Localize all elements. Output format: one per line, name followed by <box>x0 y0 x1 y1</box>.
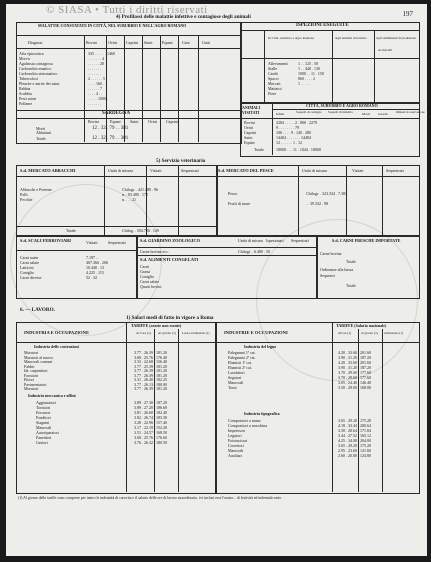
salari-values: 3.90 . 31.20 . 187.20 <box>338 355 371 360</box>
sardegna-col: Ovini <box>148 119 158 124</box>
salari-row: Fabbri <box>24 363 35 369</box>
col-gatti: Gatti <box>202 40 210 45</box>
salari-row: Fonditori <box>36 415 51 420</box>
salari-left-tariff-head: TARIFFE (orarie non esente) <box>131 323 182 328</box>
malattia-row: Pollame <box>19 101 33 106</box>
agro-values: 12 . . . . . . 1 . 12 <box>276 140 302 145</box>
salari-values: 3.90 . 31.20 . 187.20 <box>338 365 371 370</box>
ispezioni-row: Spacci <box>268 76 279 81</box>
malattia-values: . . . . . 1000 . <box>88 96 108 101</box>
salari-values: 3.82 . 26.74 . 183.30 <box>134 415 167 420</box>
pesce-col: Visitati <box>352 168 364 173</box>
abbacchi-total-label: Totale <box>66 228 76 233</box>
col-suini: Suini <box>144 40 153 45</box>
salari-group-title: Industria tipografica <box>244 411 280 416</box>
congelati-row: Carni salate <box>140 279 159 284</box>
salari-right-col: settimanale (1) <box>384 331 404 335</box>
sardegna-col: Caprini <box>166 119 178 124</box>
malattia-row: Afta epizootica <box>19 51 44 56</box>
agro-col: Morti <box>362 112 370 116</box>
ispezioni-values: 860 . . . . 2 <box>298 76 315 81</box>
pesce-values: Chilogr. . 323.334 . 7.381 <box>306 191 348 196</box>
abbacchi-col: Unità di misura <box>108 168 133 173</box>
sardegna-values: 12 . 32 . 79 . . 381 <box>92 126 129 131</box>
salari-row: Fresatori <box>36 410 51 415</box>
col-equini: Equini <box>162 40 173 45</box>
agro-row: Totale <box>254 147 264 152</box>
abbacchi-values: n. . 83.480 . 175 <box>122 192 148 197</box>
scali-values: 52 . 32 <box>86 275 97 280</box>
sardegna-values: 12 . 32 . 79 . . 381 <box>92 136 129 141</box>
salari-row: Manovali <box>228 380 244 385</box>
salari-values: 3.17 . 22.19 . 152.20 <box>134 425 167 430</box>
salari-values: 3.31 . 26.40 . 182.25 <box>134 377 167 382</box>
sardegna-col: Suini <box>130 119 139 124</box>
col-caprini: Caprini <box>126 40 138 45</box>
malattia-values: . . . . 4 . . <box>88 91 102 96</box>
abbacchi-row: Abbacchi e Poetene <box>20 187 52 192</box>
salari-right-col: all'ora (1) <box>338 331 352 335</box>
salari-values: 3.05 . 24.40 . 146.40 <box>338 380 371 385</box>
salari-values: 3.77 . 26.13 . 180.00 <box>134 381 167 387</box>
salari-values: 3.44 . 27.52 . 165.12 <box>338 433 371 438</box>
pesce-title: S.d. MERCATO DEL PESCE <box>218 168 274 173</box>
importate-row: Totale <box>346 283 356 288</box>
agro-row: Suini <box>244 135 253 140</box>
salari-row: Pittori <box>24 377 35 382</box>
zoo-row: Carne bovina ecc. <box>140 249 169 254</box>
col-ovini: Ovini <box>108 40 118 45</box>
congelati-row: Quarti bovini <box>140 284 162 289</box>
salari-row: Idr. carpentieri <box>24 368 48 373</box>
salari-row: Segatori <box>228 375 242 380</box>
importate-row: Carne bovina <box>320 251 342 256</box>
abbacchi-title: S.d. MERCATO ABBACCHI <box>20 168 76 173</box>
malattia-row: Rabbia <box>19 86 31 91</box>
salari-left-title: INDUSTRIA E OCCUPAZIONE <box>24 330 90 335</box>
salari-group-title: Industria meccanica e affini <box>28 393 76 398</box>
agro-row: Bovini <box>244 120 255 125</box>
section4-title: 4) Profilassi delle malattie infettive e contagiose degli animali <box>116 14 251 20</box>
agro-values: 2284 . . . . . 2 . 800 . 2279 <box>276 120 317 125</box>
abbacchi-row: Polli <box>20 192 28 197</box>
abbacchi-col: Sequestrati <box>181 168 199 173</box>
salari-values: 3.28 . 22.96 . 157.40 <box>134 420 167 425</box>
congelati-row: Coniglio <box>140 274 155 279</box>
agro-title: CITTÀ, SUBURBIO E AGRO ROMANO <box>306 103 378 108</box>
scali-row: Coniglio <box>20 270 35 275</box>
salari-row: Manovali <box>228 448 244 453</box>
salari-row: Panettieri <box>36 435 52 440</box>
agro-col: Rimasti in osservazione <box>396 110 425 114</box>
abbacchi-values: Chilogr. . 421.480 . 96 <box>122 187 159 192</box>
malattia-values: . . . . . . . <box>88 71 101 76</box>
salari-row: Fotoincisori <box>228 438 248 443</box>
ispezioni-values: 1000 . . 11 . 150 <box>298 71 324 76</box>
malattia-values: . . . . . . 7 <box>88 86 102 91</box>
malattia-values: 2 . . . . . . 5 <box>88 76 105 81</box>
ispezioni-row: Canili <box>268 71 278 76</box>
salari-values: 3.70 . 29.60 . 177.60 <box>338 375 371 380</box>
ispezioni-row: Mattatoi <box>268 86 282 91</box>
malattia-values: . . . . . . . <box>88 66 101 71</box>
salari-right-col: al giorno (1) <box>361 331 378 335</box>
salari-values: 3.51 . 24.57 . 168.50 <box>134 430 167 435</box>
scali-row: Latticini <box>20 265 34 270</box>
salari-row: Lucidatori <box>228 370 245 375</box>
scali-row: Carni salate <box>20 260 39 265</box>
agro-values: 18000 . . . 11 . 1044 . 18000 <box>276 147 321 152</box>
salari-values: 3.33 . 22.68 . 156.40 <box>134 359 167 364</box>
malattia-values: . . . . . . 20 <box>88 61 104 66</box>
salari-values: 4.20 . 33.60 . 201.60 <box>338 360 371 365</box>
pesce-row: Pesce <box>228 191 238 196</box>
section6-heading: 6. — LAVORO. <box>20 307 55 313</box>
col-diagnosi: Diagnosi <box>28 40 43 45</box>
salari-values: 3.65 . 29.20 . 175.20 <box>338 418 371 423</box>
importate-row: Totale <box>346 259 356 264</box>
page-number: 197 <box>402 10 413 18</box>
salari-values: 3.77 . 26.39 . 181.20 <box>134 372 167 378</box>
pesce-values: . . 39.332 . 98 <box>306 201 328 206</box>
salari-values: 3.68 . 25.76 . 176.60 <box>134 435 167 440</box>
ispezioni-values: 1 . . 125 . 50 <box>298 61 318 66</box>
ispezioni-col: Ai macelli <box>378 48 393 52</box>
ispezioni-col: Agli animali di transito <box>335 36 367 40</box>
salari-row: Ebanisti 1ª cat. <box>228 360 252 365</box>
salari-values: 3.89 . 27.20 . 186.60 <box>134 405 167 410</box>
ispezioni-col: In Città, suburbio e Agro Romano <box>268 36 315 40</box>
sardegna-row: Morti <box>36 126 46 131</box>
scali-values: 407.366 . 206 <box>86 260 108 265</box>
salari-row: Pavimentatori <box>24 381 47 387</box>
salari-values: 4.25 . 34.00 . 204.00 <box>338 438 371 443</box>
sardegna-row: Totale <box>36 136 46 141</box>
agro-values: 106 . . . . 9 . 140 . 280 <box>276 130 311 135</box>
salari-row: Gestori <box>36 440 48 445</box>
abbacchi-values: n. . . . 21 <box>122 197 136 202</box>
salari-row: Torni <box>228 385 237 390</box>
salari-row: Fornitori <box>24 372 39 378</box>
ispezioni-row: Fiere <box>268 91 277 96</box>
salari-row: Falegnami 1ª cat. <box>228 350 256 355</box>
archive-page <box>6 4 427 556</box>
zoo-col: Ispezionati <box>266 238 284 243</box>
ispezioni-col: Agli stabilimenti di produzione <box>376 36 416 40</box>
congelati-title: S.d. ALIMENTI CONGELATI <box>140 257 199 262</box>
zoo-col: Unità di misura <box>238 238 263 243</box>
salari-row: Stagnini <box>36 420 50 425</box>
salari-values: 4.18 . 33.44 . 200.64 <box>338 423 371 428</box>
salari-row: Compositori a mano <box>228 418 261 423</box>
section6-title: 1) Salari medi di fatto in vigore a Roma <box>126 315 214 321</box>
salari-values: 2.95 . 23.60 . 141.60 <box>338 448 371 453</box>
importate-title: S.d. CARNI FRESCHE IMPORTATE <box>332 238 401 243</box>
malattie-table-title: MALATTIE CONSTATATE IN CITTÀ, NEL SUBURBIO E NELL'AGRO ROMANO <box>38 23 187 28</box>
salari-group-title: Industria delle costruzioni <box>34 344 79 349</box>
salari-row: Ebanisti 2ª cat. <box>228 365 252 370</box>
ispezioni-title: ISPEZIONI ESEGUITE <box>296 23 349 28</box>
abbacchi-row: Pecchie <box>20 197 33 202</box>
salari-row: Correttori <box>228 443 244 448</box>
malattia-row: Carbonchio sintomatico <box>19 71 58 76</box>
importate-row: Ordinanze alla bassa <box>320 267 354 272</box>
salari-values: 3.50 . 28.00 . 168.00 <box>338 385 371 390</box>
congelati-row: Carni <box>140 264 149 269</box>
malattia-row: Carbonchio ematico <box>19 66 52 71</box>
agro-values: 9 . . . . . . . . 79 <box>276 125 299 130</box>
agro-values: 14404 . . . . . . . 14484 <box>276 135 311 140</box>
section5-title: 5) Servizio veterinario <box>156 158 206 164</box>
salari-row: Manovali <box>36 425 52 430</box>
salari-values: 3.77 . 26.39 . 181.20 <box>134 386 167 391</box>
col-cani: Cani <box>182 40 190 45</box>
abbacchi-col: Visitati <box>150 168 162 173</box>
sardegna-col: Bovini <box>88 119 99 124</box>
malattia-row: Morva <box>19 56 30 61</box>
salari-row: Falegnami 2ª cat. <box>228 355 256 360</box>
salari-right-title: INDUSTRIE E OCCUPAZIONI <box>224 330 288 335</box>
abbacchi-total: Chilog. . 504.720 . 149 <box>122 228 159 233</box>
salari-row: Tornitori <box>36 405 51 410</box>
salari-values: 3.58 . 28.64 . 171.84 <box>338 428 371 433</box>
pesce-col: Sequestrati <box>386 168 404 173</box>
sardegna-row: Abbattuti <box>36 130 52 135</box>
pesce-col: Unità di misura <box>302 168 327 173</box>
malattia-row: Tubercolosi <box>19 76 38 81</box>
salari-values: 4.20 . 33.60 . 201.60 <box>338 350 371 355</box>
scali-col: Visitati <box>86 240 98 245</box>
agro-col: Sospetti di malattia <box>328 110 353 114</box>
footnote: (1) Al giorno delle tariffe sono comprese per intero le indennità di carovita e il salario delle ore di lavoro straordinario, ivi inclusi esse l'oraria... di festività ed indennità varie. <box>18 496 282 500</box>
agro-row: Ovini <box>244 125 254 130</box>
agro-col: Infetti <box>276 112 285 116</box>
salari-left-col: Al l'ora (1) <box>136 331 151 335</box>
salari-row: Impressori <box>228 428 246 433</box>
ispezioni-row: Allevamenti <box>268 61 288 66</box>
salari-values: 3.65 . 29.20 . 175.20 <box>338 443 371 448</box>
importate-row: Sequestri <box>320 273 335 278</box>
salari-values: 3.76 . 26.32 . 180.50 <box>134 440 167 445</box>
agro-row: Equini <box>244 140 255 145</box>
salari-values: 3.77 . 26.39 . 181.20 <box>134 368 167 373</box>
salari-values: 3.89 . 27.30 . 187.20 <box>134 400 167 405</box>
agro-row: Caprini <box>244 130 256 135</box>
ispezioni-table <box>240 22 420 104</box>
malattia-values: . . . . 160 . . <box>88 81 106 86</box>
salari-values: 3.68 . 25.76 . 176.40 <box>134 354 167 360</box>
zoo-title: S.d. GIARDINO ZOOLOGICO <box>140 238 201 243</box>
salari-row: Muratori <box>24 350 39 355</box>
copyright-watermark: © SIASA • Tutti i diritti riservati <box>46 4 208 16</box>
pesce-row: Frutti di mare <box>228 201 250 206</box>
scali-row: Carni diverse <box>20 275 42 280</box>
malattia-row: Scabbia <box>19 91 32 96</box>
salari-row: Autoriparatori <box>36 430 59 435</box>
sardegna-col: Equini <box>110 119 121 124</box>
scali-title: S.d. SCALI FERROVIARI <box>20 238 71 243</box>
zoo-col: Sequestrati <box>291 238 309 243</box>
zoo-values: Chilogr. . 6.480 . 50 <box>238 249 271 254</box>
scali-values: 4.225 . 115 <box>86 270 104 275</box>
animali-visitati-title: ANIMALI VISITATI <box>242 105 261 115</box>
ispezioni-row: Stalle <box>268 66 278 71</box>
ispezioni-values: 1 . . 440 . 130 <box>298 66 320 71</box>
salari-row: Manovali comuni <box>24 359 53 364</box>
scali-values: 10.440 . 13 <box>86 265 104 270</box>
sardegna-title: SARDEGNA <box>102 111 131 116</box>
zoo-table <box>136 235 318 299</box>
salari-right-tariff-head: TARIFFE (Salario nazionale) <box>336 323 387 328</box>
salari-group-title: Industria del legno <box>244 344 277 349</box>
congelati-row: Grassi <box>140 269 151 274</box>
malattia-row: Pleurite e artrite dei suini <box>19 81 60 86</box>
agro-col: Guariti <box>378 112 388 116</box>
salari-row: Ausiliari <box>228 453 242 458</box>
malattia-values: 335 . . . . . . 1460 <box>88 51 115 56</box>
agro-col: Sospetti di contagio <box>296 110 322 114</box>
salari-values: 3.77 . 25.39 . 181.20 <box>134 363 167 369</box>
scali-row: Carni suine <box>20 255 39 260</box>
salari-row: Muratori <box>24 386 39 391</box>
salari-row: Muratori al nuovo <box>24 354 54 360</box>
salari-left-col: Lorda settimanale (1) <box>182 331 210 335</box>
scali-col: Sequestrati <box>108 240 126 245</box>
col-bovini: Bovini <box>86 40 97 45</box>
salari-values: 3.81 . 26.60 . 182.40 <box>134 410 167 415</box>
malattia-values: . . . . . . . 4 <box>88 56 104 61</box>
salari-values: 2.60 . 20.80 . 124.80 <box>338 453 371 458</box>
scali-values: 7.187 . . <box>86 255 99 260</box>
ispezioni-row: Mercati <box>268 81 281 86</box>
malattia-row: Agalassia contagiosa <box>19 61 53 66</box>
malattia-row: Pesti suine <box>19 96 37 101</box>
salari-values: 3.70 . 29.60 . 177.60 <box>338 370 371 375</box>
salari-row: Legatori <box>228 433 242 438</box>
salari-row: Aggiustatori <box>36 400 56 405</box>
malattia-values: . . . . . . . <box>88 101 101 106</box>
salari-left-col: Al giorno (1) <box>158 331 176 335</box>
ispezioni-values: 1 . . . . . <box>298 81 310 86</box>
salari-row: Compositori a macchina <box>228 423 268 428</box>
salari-values: 3.77 . 26.39 . 181.20 <box>134 350 167 355</box>
